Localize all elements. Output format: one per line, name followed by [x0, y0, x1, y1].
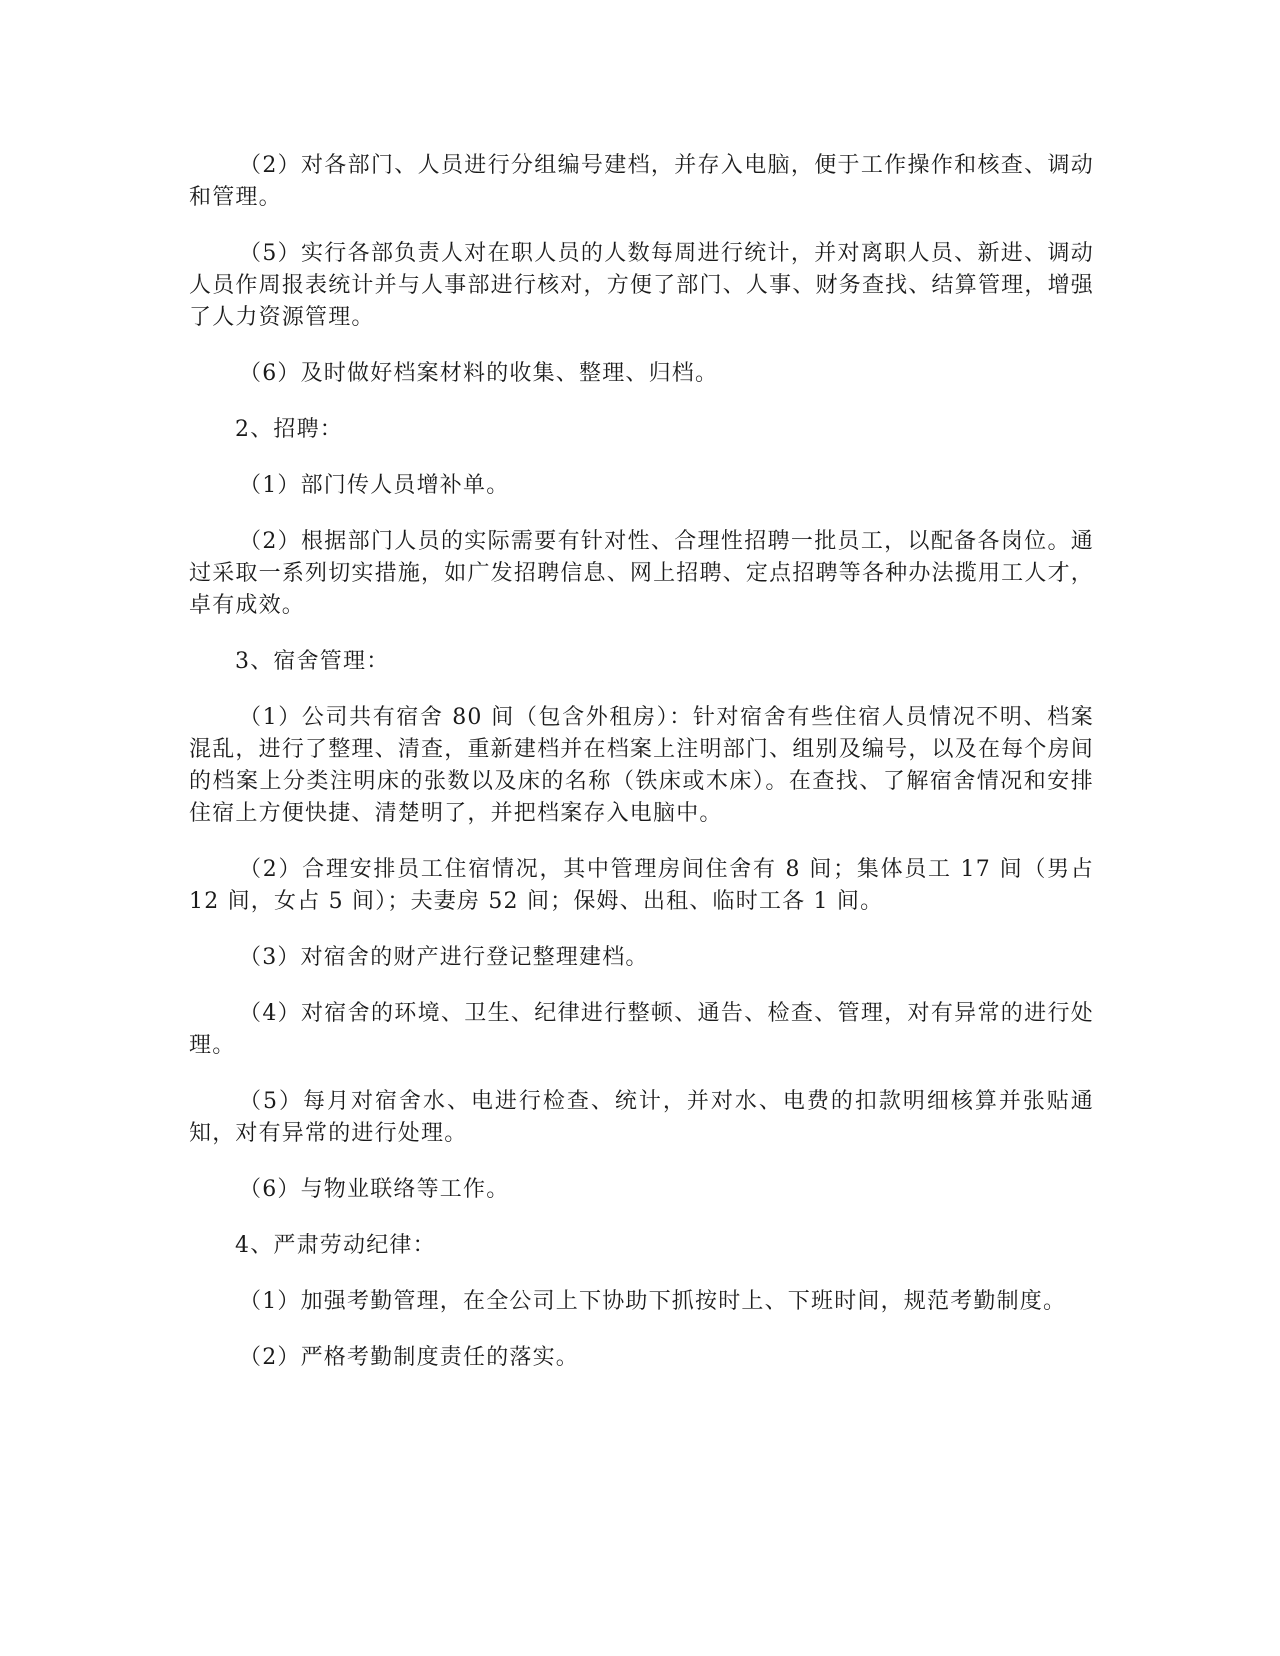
section-heading-recruitment: 2、招聘： [235, 417, 343, 442]
document-body [189, 150, 1094, 1398]
paragraph-dormitory-environment: （4）对宿舍的环境、卫生、纪律进行整顿、通告、检查、管理，对有异常的进行处理。 [189, 1001, 1094, 1058]
paragraph-utilities-check: （5）每月对宿舍水、电进行检查、统计，并对水、电费的扣款明细核算并张贴通知，对有异常的进行处理。 [189, 1089, 1094, 1146]
section-heading-dormitory: 3、宿舍管理： [235, 649, 390, 674]
paragraph-dormitory-property: （3）对宿舍的财产进行登记整理建档。 [239, 945, 649, 970]
paragraph-staff-request: （1）部门传人员增补单。 [239, 473, 510, 498]
paragraph-archive-collection: （6）及时做好档案材料的收集、整理、归档。 [239, 361, 719, 386]
paragraph-dormitory-count: （1）公司共有宿舍 80 间（包含外租房）：针对宿舍有些住宿人员情况不明、档案混乱，进行了整理、清查，重新建档并在档案上注明部门、组别及编号，以及在每个房间的档案上分类注明床的张数以及床的名称（铁床或木床）。在查找、了解宿舍情况和安排住宿上方便快捷、清楚明了，并把档案存入电脑中。 [189, 705, 1094, 826]
paragraph-property-liaison: （6）与物业联络等工作。 [239, 1177, 510, 1202]
paragraph-recruitment-measures: （2）根据部门人员的实际需要有针对性、合理性招聘一批员工，以配备各岗位。通过采取一系列切实措施，如广发招聘信息、网上招聘、定点招聘等各种办法揽用工人才，卓有成效。 [189, 529, 1094, 618]
paragraph-attendance-management: （1）加强考勤管理，在全公司上下协助下抓按时上、下班时间，规范考勤制度。 [239, 1289, 1067, 1314]
paragraph-archive-grouping: （2）对各部门、人员进行分组编号建档，并存入电脑，便于工作操作和核查、调动和管理。 [189, 153, 1094, 210]
paragraph-weekly-statistics: （5）实行各部负责人对在职人员的人数每周进行统计，并对离职人员、新进、调动人员作周报表统计并与人事部进行核对，方便了部门、人事、财务查找、结算管理，增强了人力资源管理。 [189, 241, 1094, 330]
paragraph-attendance-responsibility: （2）严格考勤制度责任的落实。 [239, 1345, 579, 1370]
paragraph-dormitory-allocation: （2）合理安排员工住宿情况，其中管理房间住舍有 8 间；集体员工 17 间（男占 12 间，女占 5 间）；夫妻房 52 间；保姆、出租、临时工各 1 间。 [189, 857, 1094, 914]
section-heading-discipline: 4、严肃劳动纪律： [235, 1233, 436, 1258]
